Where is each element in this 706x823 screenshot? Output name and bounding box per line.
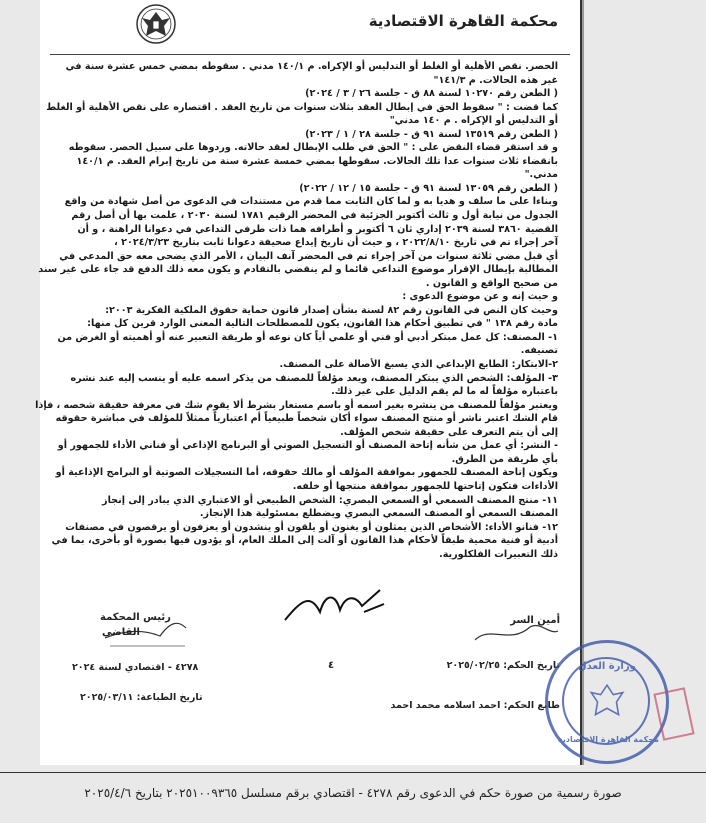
body-line: الأداءات فتكون إتاحتها للجمهور بموافقة منتجها أو خلفه.: [292, 480, 558, 492]
stamp-top-text: وزارة العدل: [578, 661, 636, 672]
document-page: [35, 0, 582, 765]
body-line: كما قضت : " سقوط الحق في إبطال العقد بثلاث سنوات من تاريخ العقد . اقتصاره على نقص الأهلية أو الغلط: [46, 101, 558, 113]
ruling-body-text: [35, 60, 558, 561]
case-reference: ٤٢٧٨ - اقتصادي لسنة ٢٠٢٤: [72, 662, 199, 673]
body-line: القضية ٣٨٦٠ لسنة ٢٠٣٩ إداري ثان ٦ أكتوبر و أطرافه هما ذات طرفي التداعي في دعوانا الراهنة ، و أن: [77, 223, 558, 235]
body-line: المصنف السمعي أو المصنف السمعي البصري ويضطلع بمسئولية هذا الإنجاز.: [199, 508, 558, 520]
print-date: تاريخ الطباعة: ٢٠٢٥/٠٣/١١: [80, 692, 203, 703]
handwritten-signature-icon: [280, 582, 390, 632]
body-line: ( الطعن رقم ١٠٢٧٠ لسنة ٨٨ ق - جلسة ٢٦ / ٣ / ٢٠٢٤): [305, 88, 558, 100]
body-line: المطالبة بإبطال الإقرار موضوع التداعي قائما و لم ينقضي بالتقادم و يكون معه ذلك الدفع قد جاء على غير سند: [38, 264, 558, 276]
footer-caption: صورة رسمية من صورة حكم في الدعوى رقم ٤٢٧٨ - اقتصادي برقم مسلسل ٢٠٢٥١٠٠٩٣٦٥ بتاريخ ٢٠٢٥/٤/٦: [84, 786, 622, 800]
body-line: بانقضاء ثلاث سنوات عدا تلك الحالات. سقوطها بمضي خمسة عشرة سنة من تاريخ إبرام العقد. م ١٤٠/١: [76, 155, 558, 167]
body-line: غير هذه الحالات. م ١٤١/٣": [433, 74, 558, 86]
header-divider: [50, 54, 570, 55]
official-stamp: [545, 640, 669, 764]
body-line: و قد استقر قضاء النقض على : " الحق في طلب الإبطال لعقد حالاته. وردوها على سبيل الحصر. سقوطه: [68, 142, 558, 154]
body-line: بأي طريقة من الطرق.: [451, 453, 558, 465]
body-line: أو التدليس أو الإكراه . م ١٤٠ مدني": [389, 115, 558, 127]
body-line: ٢-الابتكار: الطابع الإبداعي الذي يسبغ الأصالة على المصنف.: [279, 359, 558, 371]
printer-name: طابع الحكم: احمد اسلامه محمد احمد: [390, 700, 560, 711]
body-line: ( الطعن رقم ١٣٠٥٩ لسنة ٩١ ق - جلسة ١٥ / ١٢ / ٢٠٢٢): [299, 182, 558, 194]
body-line: أي قبل مضي ثلاثة سنوات من آخر إجراء تم في المحضر آنف البيان ، الأمر الذي يضحى معه حق المدعي في: [59, 250, 558, 262]
body-line: و حيث إنه و عن موضوع الدعوى :: [402, 291, 558, 303]
ruling-date: تاريخ الحكم: ٢٠٢٥/٠٢/٢٥: [446, 660, 560, 671]
body-line: أدبية أو فنية محمية طبقاً لأحكام هذا القانون أو آلت إلى الملك العام، أو يؤدون فيها بصورة أو بأخرى، بما في: [51, 535, 558, 547]
body-line: ١٢- فنانو الأداء: الأشخاص الذين يمثلون أو يغنون أو يلقون أو ينشدون أو يعزفون أو يرقصون في مصنفات: [65, 521, 558, 533]
body-line: ذلك التعبيرات الفلكلورية.: [439, 548, 558, 560]
body-line: - النشر: أي عمل من شأنه إتاحة المصنف أو التسجيل الصوتي أو البرنامج الإذاعي أو فناني الأداء للجمهور أو: [57, 440, 558, 452]
body-line: من صحيح الواقع و القانون .: [425, 277, 558, 289]
eagle-emblem-icon: [136, 2, 176, 50]
footer-divider: [0, 772, 706, 773]
body-line: وبناءا على ما سلف و هديا به و لما كان الثابت مما قدم من مستندات في الدعوى من أصل شهادة من واقع: [64, 196, 558, 208]
president-label: رئيس المحكمة: [100, 612, 171, 623]
body-line: ( الطعن رقم ١٣٥١٩ لسنة ٩١ ق - جلسة ٢٨ / ١ / ٢٠٢٣): [305, 128, 558, 140]
body-line: تصنيفه.: [520, 345, 558, 357]
body-line: آخر إجراء تم في تاريخ ٢٠٢٢/٨/١٠ ، و حيث أن تاريخ إيداع صحيفة دعوانا ثابت بتاريخ ٢٠٢٤/٣/٢٣ ،: [114, 237, 558, 249]
body-line: وحيث كان النص في القانون رقم ٨٢ لسنة بشأن إصدار قانون حماية حقوق الملكية الفكرية ٢٠٠٣:: [105, 304, 558, 316]
body-line: ١١- منتج المصنف السمعي أو السمعي البصري: الشخص الطبيعي أو الاعتباري الذي يبادر إلى إنجاز: [102, 494, 558, 506]
body-line: ويكون إتاحة المصنف للجمهور بموافقة المؤلف أو مالك حقوقه، أما التسجيلات الصوتية أو البرامج الإذاعية أو: [55, 467, 558, 479]
body-line: إلى أن يتم التعرف على حقيقة شخص المؤلف.: [340, 426, 558, 438]
secretary-label: أمين السر: [510, 615, 560, 626]
court-name: محكمة القاهرة الاقتصادية: [368, 12, 558, 30]
stamp-bottom-text: محكمة القاهرة الاقتصادية: [558, 735, 659, 744]
body-line: ٣- المؤلف: الشخص الذي يبتكر المصنف، ويعد مؤلفاً للمصنف من يذكر اسمه عليه أو ينسب إليه عند نشره: [70, 372, 558, 384]
body-line: مدني.": [524, 169, 558, 181]
body-line: مادة رقم ١٣٨ " في تطبيق أحكام هذا القانون، يكون للمصطلحات التالية المعنى الوارد قرين كل منها:: [87, 318, 558, 330]
body-line: الجدول من نيابة أول و ثالث أكتوبر الجزئية في المحضر الرقيم ١٧٨١ لسنة ٢٠٣٠ ، علمت بها أن أصل رقم: [71, 210, 558, 222]
body-line: باعتباره مؤلفاً له ما لم يقم الدليل على غير ذلك.: [331, 386, 558, 398]
body-line: الحصر. نقص الأهلية أو الغلط أو التدليس أو الإكراه. م ١٤٠/١ مدني . سقوطه بمضي خمس عشرة سنة في: [65, 61, 558, 72]
stamp-eagle-icon: [586, 681, 628, 723]
body-line: قام الشك اعتبر ناشر أو منتج المصنف سواء أكان شخصاً طبيعياً أم اعتبارياً ممثلاً للمؤلف في مباشرة حقوقه: [55, 413, 558, 425]
page-number: ٤: [328, 660, 335, 671]
body-line: ويعتبر مؤلفاً للمصنف من ينشره بغير اسمه أو باسم مستعار بشرط ألا يقوم شك في معرفة حقيقة شخصه ، فإذا: [35, 399, 558, 411]
president-subtitle: القاضي: [102, 627, 140, 638]
body-line: ١- المصنف: كل عمل مبتكر أدبي أو فني أو علمي أياً كان نوعه أو طريقة التعبير عنه أو أهميته أو الغرض من: [57, 331, 558, 343]
